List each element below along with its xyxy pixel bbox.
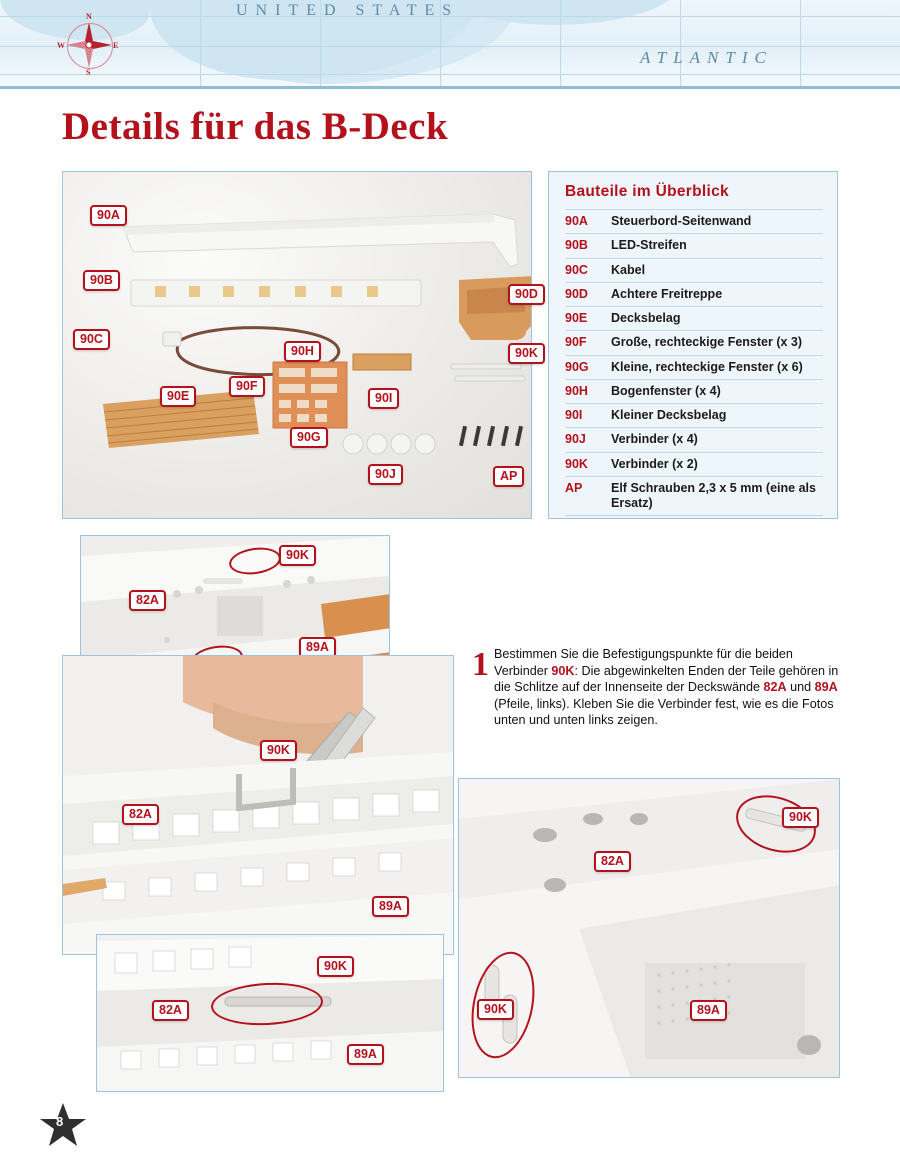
table-row — [565, 306, 823, 330]
part-desc: Kleiner Decksbelag — [611, 408, 727, 422]
step-text-part: : Die abgewinkelten Enden der Teile gehören in die Schlitze auf der Innenseite der Deckswände — [494, 663, 839, 695]
step-ref-82a: 82A — [763, 680, 787, 695]
page-title — [62, 104, 448, 149]
part-tag-90b: 90B — [83, 270, 120, 291]
part-code: 90B — [565, 238, 588, 253]
photo-tag-89a: 89A — [690, 1000, 727, 1021]
part-desc: Bogenfenster (x 4) — [611, 383, 721, 398]
part-tag-90c: 90C — [73, 329, 110, 350]
part-tag-90k: 90K — [508, 343, 545, 364]
part-tag-90g: 90G — [290, 427, 328, 448]
part-tag-ap: AP — [493, 466, 524, 487]
header-rule — [0, 86, 900, 89]
map-label-united-states: UNITED STATES — [236, 2, 460, 19]
photo-tag-82a: 82A — [594, 851, 631, 872]
part-tag-90f: 90F — [229, 376, 265, 397]
photo-tag-89a: 89A — [347, 1044, 384, 1065]
map-gridline — [0, 46, 900, 47]
compass-label-e: E — [113, 41, 119, 50]
table-row — [565, 355, 823, 379]
part-code: 90G — [565, 359, 589, 374]
table-row — [565, 258, 823, 282]
part-code: 90C — [565, 262, 588, 277]
part-code: AP — [565, 480, 583, 495]
step-ref-90k: 90K — [551, 663, 575, 678]
part-desc: Verbinder (x 4) — [611, 432, 698, 447]
part-tag-90e: 90E — [160, 386, 196, 407]
step-text — [494, 646, 840, 729]
table-row — [565, 330, 823, 354]
step-text-part: (Pfeile, links). Kleben Sie die Verbinder fest, wie es die Fotos unten und unten links zeigen. — [494, 696, 834, 728]
part-tag-90i: 90I — [368, 388, 399, 409]
part-tag-90d: 90D — [508, 284, 545, 305]
photo-tag-89a: 89A — [299, 637, 336, 658]
table-row — [565, 476, 823, 517]
map-label-atlantic: ATLANTIC — [640, 48, 773, 67]
part-desc: Verbinder (x 2) — [611, 456, 698, 471]
photo-tag-90k: 90K — [260, 740, 297, 761]
photo-tag-90k: 90K — [317, 956, 354, 977]
step-text-part: Bestimmen Sie die Befestigungspunkte für die beiden Verbinder — [494, 647, 793, 678]
compass-rose-icon — [58, 14, 120, 76]
part-desc: Kleine, rechteckige Fenster (x 6) — [611, 359, 803, 374]
map-gridline — [560, 0, 561, 88]
part-desc: LED-Streifen — [611, 238, 687, 253]
part-desc: Kabel — [611, 262, 646, 277]
photo-tag-82a: 82A — [122, 804, 159, 825]
part-desc: Große, rechteckige Fenster (x 3) — [611, 335, 803, 350]
part-code: 90A — [565, 214, 588, 228]
photo-bottom-left — [96, 934, 444, 1092]
map-gridline — [200, 0, 201, 88]
table-row — [565, 209, 823, 233]
map-gridline — [0, 74, 900, 75]
photo-tag-82a: 82A — [129, 590, 166, 611]
map-gridline — [680, 0, 681, 88]
photo-tag-90k: 90K — [279, 545, 316, 566]
part-code: 90H — [565, 383, 588, 398]
part-desc: Achtere Freitreppe — [611, 286, 723, 301]
part-code: 90I — [565, 408, 583, 422]
photo-tag-82a: 82A — [152, 1000, 189, 1021]
table-row — [565, 452, 823, 476]
table-row — [565, 427, 823, 451]
photo-tag-90k: 90K — [782, 807, 819, 828]
compass-label-w: W — [57, 41, 65, 50]
step-text-part: und — [786, 680, 815, 695]
page-title-text: Details für das B-Deck — [62, 105, 449, 148]
map-header-band — [0, 0, 900, 88]
part-code: 90K — [565, 456, 588, 471]
compass-label-n: N — [86, 12, 92, 21]
table-row — [565, 233, 823, 257]
step-ref-89a: 89A — [814, 680, 838, 695]
part-code: 90F — [565, 335, 587, 350]
step-instruction — [472, 646, 840, 729]
part-tag-90h: 90H — [284, 341, 321, 362]
compass-label-s: S — [86, 68, 91, 77]
map-gridline — [800, 0, 801, 88]
table-row — [565, 379, 823, 403]
part-code: 90D — [565, 286, 588, 301]
page-number: 8 — [56, 1114, 64, 1129]
parts-table-heading: Bauteile im Überblick — [565, 183, 729, 200]
table-row — [565, 282, 823, 306]
photo-tag-89a: 89A — [372, 896, 409, 917]
part-tag-90j: 90J — [368, 464, 403, 485]
table-row — [565, 403, 823, 427]
part-desc: Elf Schrauben 2,3 x 5 mm (eine als Ersatz) — [611, 480, 816, 510]
step-number: 1 — [472, 646, 489, 683]
photo-tag-90k: 90K — [477, 999, 514, 1020]
parts-table — [548, 171, 838, 519]
part-code: 90E — [565, 311, 588, 325]
part-desc: Decksbelag — [611, 311, 681, 325]
part-code: 90J — [565, 432, 586, 447]
part-desc: Steuerbord-Seitenwand — [611, 214, 752, 228]
part-tag-90a: 90A — [90, 205, 127, 226]
